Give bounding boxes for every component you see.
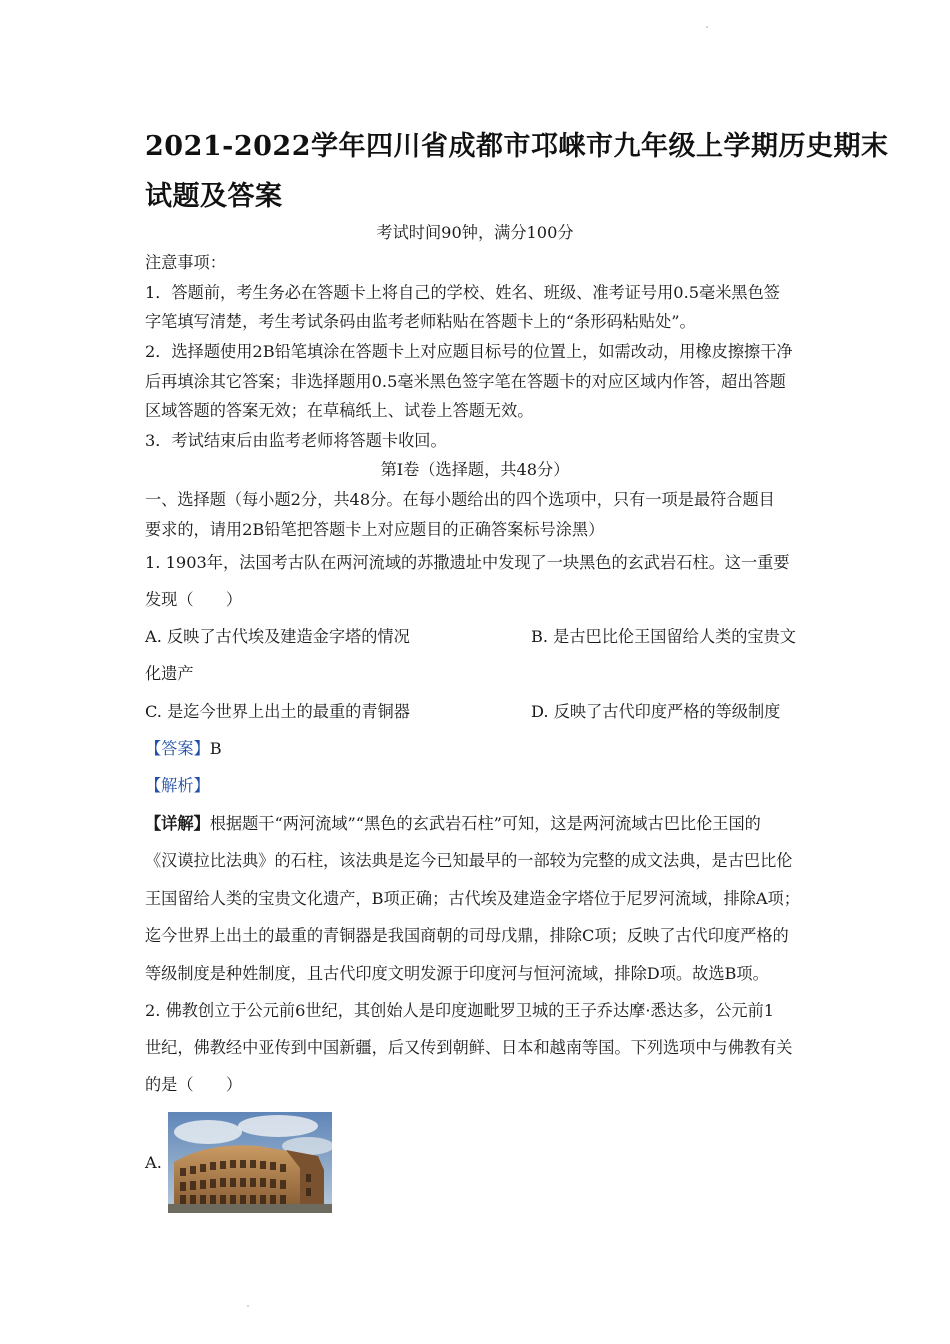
document-title-line-1: 2021-2022学年四川省成都市邛崃市九年级上学期历史期末 xyxy=(145,131,889,162)
q1-detail-line: 迄今世界上出土的最重的青铜器是我国商朝的司母戊鼎，排除C项；反映了古代印度严格的 xyxy=(145,926,789,945)
notice-heading: 注意事项： xyxy=(145,253,226,272)
section-instruction: 要求的，请用2B铅笔把答题卡上对应题目的正确答案标号涂黑） xyxy=(145,520,605,539)
q2-stem: 2. 佛教创立于公元前6世纪，其创始人是印度迦毗罗卫城的王子乔达摩·悉达多，公元前1 xyxy=(145,1001,775,1020)
exam-info: 考试时间90钟，满分100分 xyxy=(376,223,574,242)
q2-option-a-label: A. xyxy=(145,1153,162,1172)
q2-stem: 世纪，佛教经中亚传到中国新疆，后又传到朝鲜、日本和越南等国。下列选项中与佛教有关 xyxy=(145,1038,793,1057)
document-title-line-2: 试题及答案 xyxy=(145,181,283,212)
notice-line: 字笔填写清楚，考生考试条码由监考老师粘贴在答题卡上的“条形码粘贴处”。 xyxy=(145,312,696,331)
q1-option-a: A. 反映了古代埃及建造金字塔的情况 xyxy=(145,627,410,646)
notice-line: 3．考试结束后由监考老师将答题卡收回。 xyxy=(145,431,447,450)
q1-stem: 1. 1903年，法国考古队在两河流域的苏撒遗址中发现了一块黑色的玄武岩石柱。这一重要 xyxy=(145,553,790,572)
detail-label: 【详解】 xyxy=(145,814,210,833)
q1-detail-line: 王国留给人类的宝贵文化遗产，B项正确；古代埃及建造金字塔位于尼罗河流域，排除A项； xyxy=(145,889,800,908)
section-heading: 第Ⅰ卷（选择题，共48分） xyxy=(380,460,570,479)
q1-detail-line: 等级制度是种姓制度，且古代印度文明发源于印度河与恒河流域，排除D项。故选B项。 xyxy=(145,964,769,983)
q1-option-b: B. 是古巴比伦王国留给人类的宝贵文 xyxy=(531,627,796,646)
q1-detail-line: 《汉谟拉比法典》的石柱，该法典是迄今已知最早的一部较为完整的成文法典，是古巴比伦 xyxy=(145,851,793,870)
colosseum-illustration xyxy=(168,1112,332,1213)
answer-label: 【答案】 xyxy=(145,739,210,758)
q1-stem: 发现（ ） xyxy=(145,590,243,609)
q1-option-b-continued: 化遗产 xyxy=(145,664,194,683)
notice-line: 后再填涂其它答案；非选择题用0.5毫米黑色签字笔在答题卡的对应区域内作答，超出答题 xyxy=(145,372,786,391)
q1-option-d: D. 反映了古代印度严格的等级制度 xyxy=(531,702,781,721)
colosseum-image xyxy=(168,1112,332,1213)
section-instruction: 一、选择题（每小题2分，共48分。在每小题给出的四个选项中，只有一项是最符合题目 xyxy=(145,490,775,509)
notice-line: 1．答题前，考生务必在答题卡上将自己的学校、姓名、班级、准考证号用0.5毫米黑色签 xyxy=(145,283,780,302)
scan-dot xyxy=(247,1305,249,1307)
q1-detail-line xyxy=(145,810,761,834)
scan-dot xyxy=(706,26,708,28)
q1-answer xyxy=(145,735,222,759)
q1-analysis xyxy=(145,772,210,796)
analysis-label: 【解析】 xyxy=(145,776,210,795)
notice-line: 2．选择题使用2B铅笔填涂在答题卡上对应题目标号的位置上，如需改动，用橡皮擦擦干净 xyxy=(145,342,793,361)
detail-text: 根据题干“两河流域”“黑色的玄武岩石柱”可知，这是两河流域古巴比伦王国的 xyxy=(209,814,761,833)
q2-stem: 的是（ ） xyxy=(145,1075,243,1094)
answer-value: B xyxy=(209,739,222,758)
notice-line: 区域答题的答案无效；在草稿纸上、试卷上答题无效。 xyxy=(145,401,534,420)
q1-option-c: C. 是迄今世界上出土的最重的青铜器 xyxy=(145,702,410,721)
